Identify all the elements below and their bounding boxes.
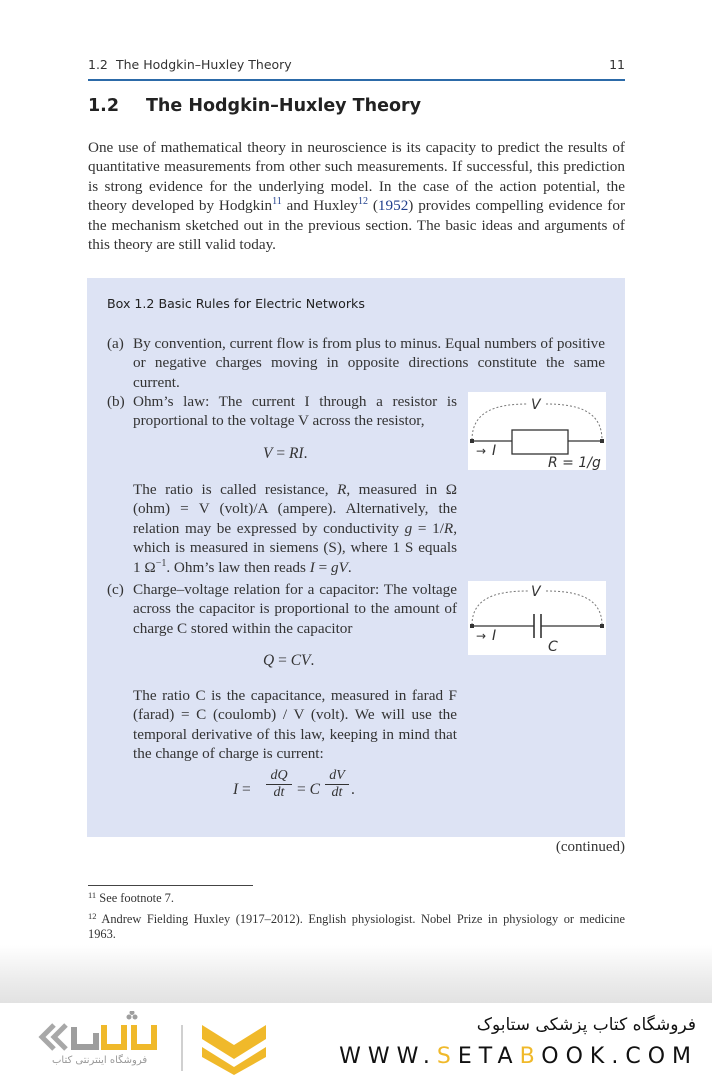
footnote-number: 12 — [88, 911, 97, 921]
footnote-rule — [88, 885, 253, 886]
section-number: 1.2 — [88, 96, 120, 116]
footnote-number: 11 — [88, 890, 97, 900]
item-text: The ratio is called resistance, R, measured in Ω (ohm) = V (volt)/A (ampere). Alternatively, the relation may be expressed by conductivity g = 1/R, which is measured in siemens (S), where 1 S equals 1 $\Omega^{-1}$. Ohm’s law then reads I = gV. — [133, 481, 457, 576]
page-number: 11 — [609, 57, 625, 72]
box-title: Box 1.2 Basic Rules for Electric Networks — [107, 296, 365, 311]
citation-link[interactable]: 1952 — [377, 197, 409, 215]
footnote-text: See footnote 7. — [99, 891, 174, 905]
resistor-diagram — [468, 392, 606, 470]
footnote-text: Andrew Fielding Huxley (1917–2012). English physiologist. Nobel Prize in physiology or medicine 1963. — [88, 912, 625, 941]
item-text: Charge–voltage relation for a capacitor: The voltage across the capacitor is proportional to the amount of charge C stored within the capacitor — [133, 581, 457, 637]
svg-text:C: C — [548, 639, 558, 655]
running-head-title: The Hodgkin–Huxley Theory — [116, 57, 292, 72]
box-item-b-continued — [133, 480, 457, 577]
item-label: (b) — [107, 393, 125, 410]
url-part: ETA — [457, 1044, 520, 1069]
footnote-12 — [88, 912, 625, 942]
item-text: Ohm’s law: The current I through a resistor is proportional to the voltage V across the resistor, — [133, 393, 457, 430]
section-title: The Hodgkin–Huxley Theory — [146, 96, 422, 116]
svg-text:→: → — [476, 444, 487, 458]
intro-text-4: ) provides compelling evidence for the mechanism sketched out in the previous section. The basic ideas and arguments of this theory are still valid today. — [88, 197, 625, 254]
url-highlight: S — [436, 1044, 458, 1069]
footnote-ref-12[interactable]: 12 — [358, 196, 369, 208]
item-label: (a) — [107, 335, 124, 352]
svg-text:V: V — [531, 584, 541, 600]
svg-text:I: I — [492, 443, 497, 459]
footnote-ref-11[interactable]: 11 — [272, 196, 282, 208]
svg-text:V: V — [531, 397, 541, 413]
box-item-c-continued — [133, 686, 457, 764]
item-text: By convention, current flow is from plus to minus. Equal numbers of positive or negative charges moving in opposite directions constitute the same current. — [133, 335, 605, 391]
running-head-section-number: 1.2 — [88, 57, 108, 72]
svg-text:I: I — [492, 628, 497, 644]
equation-ohms-law: V = RI. — [263, 445, 308, 462]
url-part: OOK.COM — [541, 1044, 698, 1069]
capacitor-diagram — [468, 581, 606, 655]
store-url[interactable] — [339, 1044, 698, 1069]
resistor-circuit-icon — [468, 392, 606, 470]
header-rule — [88, 79, 625, 81]
setabook-logo[interactable] — [34, 1011, 274, 1075]
intro-text-1: One use of mathematical theory in neuroscience is its capacity to predict the results of quantitative measurements from other such measurements. If successful, this prediction is strong evidence for the underlying model. In the case of the action potential, the theory developed by Hodgkin — [88, 139, 625, 215]
publisher-banner — [0, 1003, 712, 1079]
box-electric-networks: Box 1.2 Basic Rules for Electric Networks (a) By convention, current flow is from plus to minus. Equal numbers of positive or negative charges moving in opposite directions constitute the same current. (b) Ohm’s law: The current I through a resistor is proportional to the voltage V across the resistor, V = RI. The ratio is called resistance, R, measured in Ω (ohm) = V (volt)/A (ampere). Alternatively, the relation may be expressed by conductivity g = 1/R, which is measured in siemens (S), where 1 S equals 1 $\Omega^{-1}$. Ohm’s law then reads I = gV. V → I R = 1/g (c) Charge–voltage relation for a capacitor: The voltage across the capacitor is proportional to the amount of charge C stored within the capacitor Q = CV. The ratio C is the capacitance, measured in farad F (farad) = C (coulomb) / V (volt). We will use the temporal derivative of this law, keeping in mind that the change of charge is current: I = dQ dt = C dV dt . V → I C — [87, 278, 625, 837]
intro-text-2: and Huxley — [281, 197, 359, 215]
running-head — [88, 57, 625, 77]
footnote-11 — [88, 891, 625, 906]
intro-paragraph — [88, 138, 625, 254]
url-highlight: B — [519, 1044, 542, 1069]
url-part: WWW. — [339, 1044, 437, 1069]
page-bottom-shadow — [0, 945, 712, 1003]
item-label: (c) — [107, 581, 124, 598]
capacitor-circuit-icon — [468, 581, 606, 655]
intro-text-3: ( — [368, 197, 378, 215]
svg-text:→: → — [476, 629, 487, 643]
equation-capacitor: Q = CV. — [263, 652, 315, 669]
svg-text:R = 1/g: R = 1/g — [548, 455, 601, 470]
item-text: The ratio C is the capacitance, measured in farad F (farad) = C (coulomb) / V (volt). We will use the temporal derivative of this law, keeping in mind that the change of charge is current: — [133, 687, 457, 763]
logo-subtitle: فروشگاه اینترنتی کتاب — [52, 1055, 148, 1066]
continued-label: (continued) — [555, 839, 625, 855]
store-title: فروشگاه کتاب پزشکی ستابوک — [476, 1015, 696, 1035]
